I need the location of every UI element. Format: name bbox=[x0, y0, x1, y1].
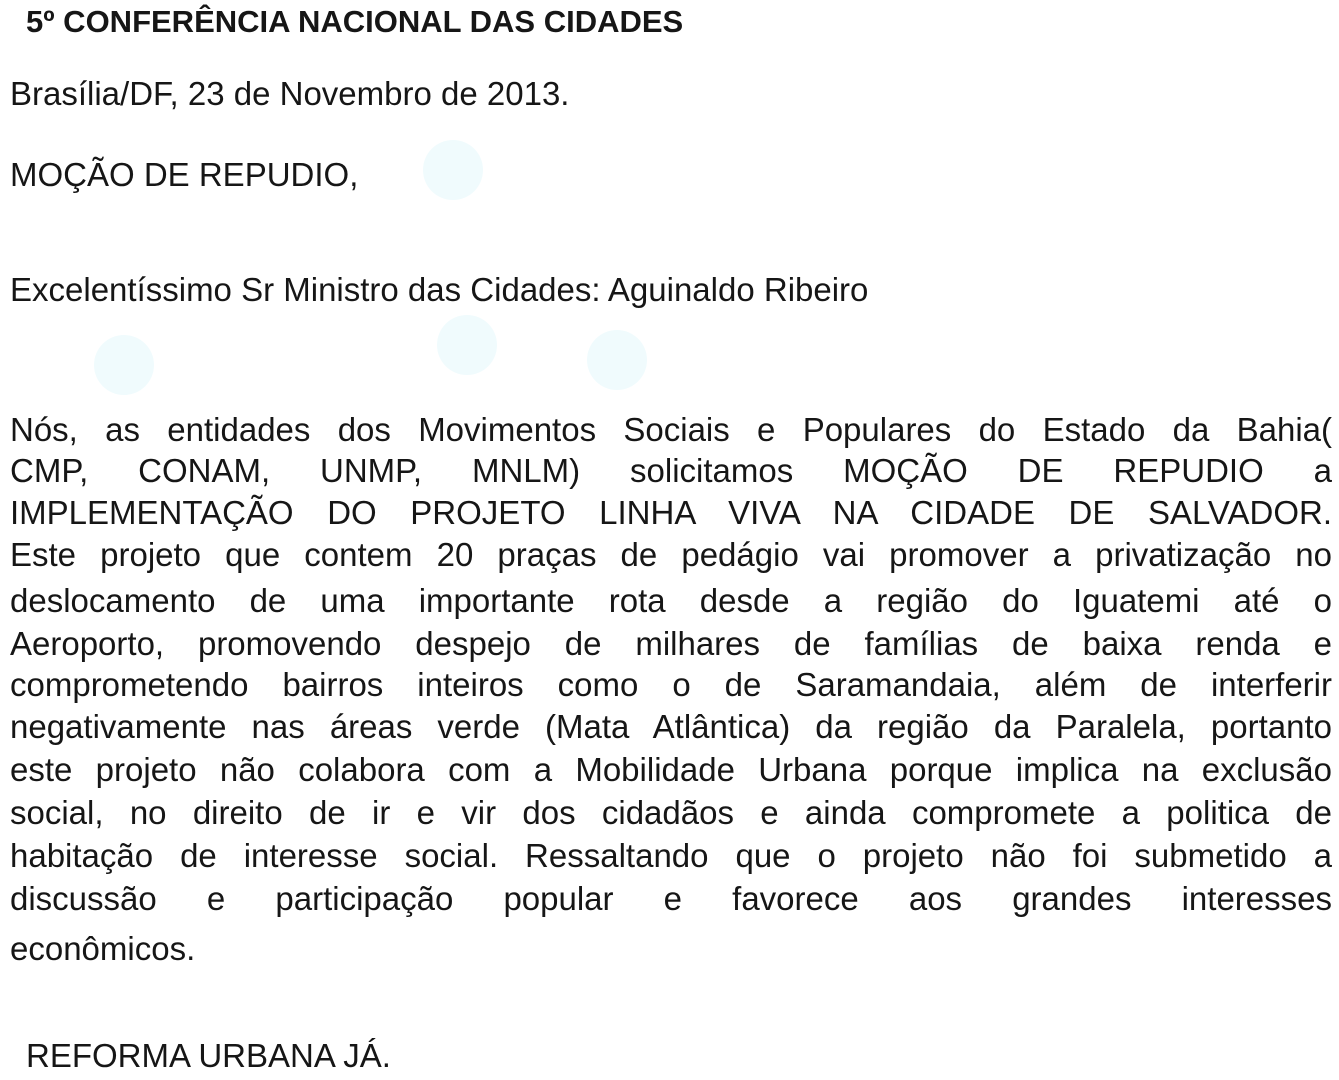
body-line: habitação de interesse social. Ressaltando que o projeto não foi submetido a bbox=[10, 837, 1332, 874]
scan-dot bbox=[437, 315, 497, 375]
body-line: comprometendo bairros inteiros como o de Saramandaia, além de interferir bbox=[10, 666, 1332, 703]
body-line: este projeto não colabora com a Mobilidade Urbana porque implica na exclusão bbox=[10, 751, 1332, 788]
body-line: econômicos. bbox=[10, 930, 196, 967]
scan-dot bbox=[94, 335, 154, 395]
body-line: deslocamento de uma importante rota desde a região do Iguatemi até o bbox=[10, 582, 1332, 619]
addressee-line: Excelentíssimo Sr Ministro das Cidades: Aguinaldo Ribeiro bbox=[10, 271, 869, 308]
place-date: Brasília/DF, 23 de Novembro de 2013. bbox=[10, 75, 570, 112]
body-line: Nós, as entidades dos Movimentos Sociais e Populares do Estado da Bahia( bbox=[10, 411, 1332, 448]
subject-line: MOÇÃO DE REPUDIO, bbox=[10, 156, 359, 193]
body-line: negativamente nas áreas verde (Mata Atlântica) da região da Paralela, portanto bbox=[10, 708, 1332, 745]
scan-dot bbox=[587, 330, 647, 390]
body-line: CMP, CONAM, UNMP, MNLM) solicitamos MOÇÃO DE REPUDIO a bbox=[10, 452, 1332, 489]
body-line: Aeroporto, promovendo despejo de milhares de famílias de baixa renda e bbox=[10, 625, 1332, 662]
body-line: social, no direito de ir e vir dos cidadãos e ainda compromete a politica de bbox=[10, 794, 1332, 831]
closing-line: REFORMA URBANA JÁ. bbox=[26, 1037, 391, 1074]
document-title: 5º CONFERÊNCIA NACIONAL DAS CIDADES bbox=[26, 4, 684, 39]
body-line: IMPLEMENTAÇÃO DO PROJETO LINHA VIVA NA CIDADE DE SALVADOR. bbox=[10, 494, 1332, 531]
scan-dot bbox=[423, 140, 483, 200]
body-line: discussão e participação popular e favorece aos grandes interesses bbox=[10, 880, 1332, 917]
body-line: Este projeto que contem 20 praças de pedágio vai promover a privatização no bbox=[10, 536, 1332, 573]
